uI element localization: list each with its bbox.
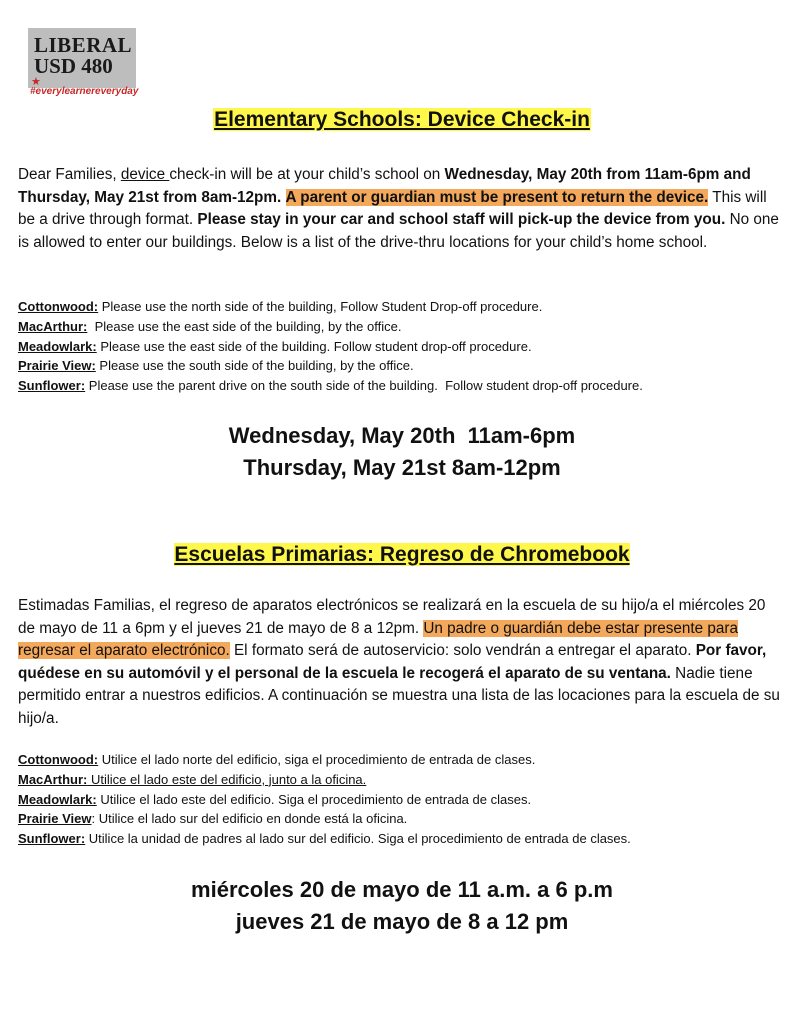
location-text: Please use the east side of the building. Follow student drop-off procedure. [96, 338, 532, 354]
english-dates [0, 420, 804, 484]
intro-bold: Por favor, quédese en su automóvil y el personal de la escuela le recogerá el aparato de su ventana. [18, 642, 767, 682]
location-name: Prairie View [18, 811, 92, 827]
spanish-title-text [174, 543, 629, 566]
spanish-title-part-1: Escuelas Primarias: [174, 543, 380, 566]
logo-line-2: USD 480 [34, 54, 113, 78]
spanish-locations [18, 750, 788, 849]
location-name: MacArthur: [18, 771, 88, 787]
spanish-dates [0, 874, 804, 938]
logo-line-1: LIBERAL [34, 33, 133, 57]
spanish-title [0, 543, 804, 567]
location-name: Meadowlark: [18, 338, 97, 354]
location-name: Meadowlark: [18, 791, 97, 807]
intro-text: Estimadas Familias, el regreso de aparatos electrónicos se realizará en la escuela de su hijo/a el miércoles 20 de mayo de 11 a 6pm y el jueves 21 de mayo de 8 a 12pm. [18, 597, 766, 637]
intro-text: El formato será de autoservicio: solo vendrán a entregar el aparato. [229, 642, 696, 659]
intro-text: Nadie tiene permitido entrar a nuestros edificios. A continuación se muestra una lista de las locaciones para la escuela de su hijo/a. [18, 664, 780, 727]
list-item [18, 770, 788, 790]
list-item [18, 790, 788, 810]
intro-highlight: Un padre o guardián debe estar presente para regresar el aparato electrónico. [18, 619, 738, 659]
star-icon: ★ [31, 76, 41, 88]
list-item [18, 809, 788, 829]
location-text: Utilice la unidad de padres al lado sur del edificio. Siga el procedimiento de entrada de clases. [85, 831, 631, 847]
list-item [18, 297, 788, 317]
english-intro [18, 164, 786, 254]
list-item [18, 376, 788, 396]
intro-text: Dear Families, [18, 166, 121, 183]
english-title-text: Elementary Schools: Device Check-in [214, 108, 590, 131]
intro-dates: Wednesday, May 20th from 11am-6pm and Thursday, May 21st from 8am-12pm. [18, 166, 751, 206]
logo-tagline: #everylearnereveryday [30, 86, 139, 97]
location-name-suffix: : [91, 811, 96, 827]
location-name: Sunflower: [18, 378, 86, 394]
list-item [18, 750, 788, 770]
list-item [18, 829, 788, 849]
location-text: Please use the parent drive on the south side of the building. Follow student drop-off procedure. [85, 378, 643, 394]
date-line-2: jueves 21 de mayo de 8 a 12 pm [235, 909, 569, 934]
intro-bold: Please stay in your car and school staff will pick-up the device from you. [197, 211, 726, 228]
location-name: Prairie View: [18, 358, 96, 374]
location-name: MacArthur: [18, 318, 88, 334]
intro-text: This will be a drive through format. [18, 188, 767, 228]
location-name: Cottonwood: [18, 299, 99, 314]
location-text: Utilice el lado sur del edificio en donde está la oficina. [95, 811, 408, 827]
list-item [18, 317, 788, 337]
date-line-2: Thursday, May 21st 8am-12pm [243, 455, 561, 480]
date-line-1: Wednesday, May 20th 11am-6pm [228, 423, 576, 448]
location-text: Please use the south side of the building, by the office. [95, 358, 414, 374]
location-name: Sunflower: [18, 831, 86, 847]
intro-highlight: A parent or guardian must be present to return the device. [285, 188, 709, 206]
location-text: Utilice el lado este del edificio. Siga el procedimiento de entrada de clases. [96, 791, 532, 807]
spanish-intro [18, 595, 786, 730]
date-line-1: miércoles 20 de mayo de 11 a.m. a 6 p.m [191, 877, 613, 902]
device-word: device [120, 166, 170, 183]
district-logo [28, 28, 138, 96]
location-text: Please use the east side of the building, by the office. [87, 318, 402, 334]
location-text: Utilice el lado norte del edificio, siga el procedimiento de entrada de clases. [98, 752, 536, 767]
list-item [18, 337, 788, 357]
intro-text: No one is allowed to enter our buildings. Below is a list of the drive-thru locations for your child’s home school. [18, 211, 779, 251]
list-item [18, 356, 788, 376]
intro-text: check-in will be at your child’s school on [169, 166, 445, 183]
english-locations [18, 297, 788, 396]
location-text: Please use the north side of the building, Follow Student Drop-off procedure. [98, 299, 543, 314]
location-name: Cottonwood: [18, 752, 99, 767]
english-title [0, 108, 804, 132]
location-text: Utilice el lado este del edificio, junto a la oficina. [87, 771, 367, 787]
spanish-title-part-2: Regreso de Chromebook [379, 543, 630, 566]
